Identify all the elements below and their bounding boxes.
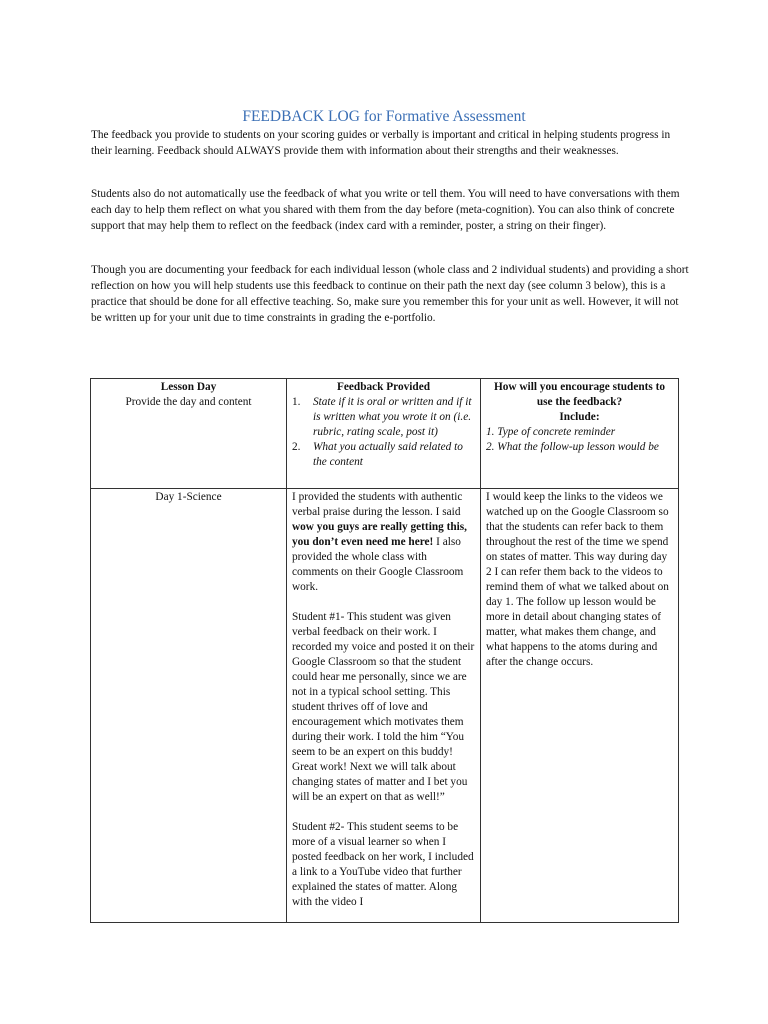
header-feedback-provided (287, 379, 481, 489)
encourage-text: I would keep the links to the videos we watched up on the Google Classroom so that the students can refer back to them throughout the rest of the time we spend on states of matter. This way during day 2 I can refer them back to the videos to remind them of what we talked about on day 1. The follow up lesson would be more in detail about changing states of matter, what makes them change, and what happens to the atoms during and after the change occurs. (486, 491, 669, 668)
header-feedback-item: 2. What you actually said related to the content (292, 441, 463, 468)
feedback-log-table (90, 378, 679, 923)
encourage-cell (481, 489, 679, 923)
feedback-student-1: Student #1- This student was given verbal feedback on their work. I recorded my voice and posted it on their Google Classroom so that the student could hear me personally, since we are not in a typical school setting. This student thrives off of love and encouragement which motivates them during their work. I told the him “You seem to be an expert on this buddy! Great work! Next we will talk about changing states of matter and I bet you will be an expert on that as well!” (292, 611, 475, 803)
header-include-item: 2. What the follow-up lesson would be (486, 441, 659, 453)
header-include-label: Include: (559, 411, 600, 423)
feedback-praise-quote: wow you guys are really getting this, you don’t even need me here! (292, 521, 467, 548)
feedback-student-2: Student #2- This student seems to be more of a visual learner so when I posted feedback on her work, I included a link to a YouTube video that further explained the states of matter. Along with the video I (292, 821, 474, 908)
header-lesson-day-title: Lesson Day (160, 381, 217, 393)
intro-paragraph-2: Students also do not automatically use the feedback of what you write or tell them. You will need to have conversations with them each day to help them reflect on what you shared with them from the day before (meta-cognition). You can also think of concrete support that may help them to reflect on the feedback (index card with a reminder, poster, a string on their finger). (91, 188, 680, 232)
header-encourage (481, 379, 679, 489)
header-feedback-title: Feedback Provided (337, 381, 430, 393)
feedback-whole-class: I provided the students with authentic verbal praise during the lesson. I said wow you guys are really getting this, you don’t even need me here! I also provided the whole class with comments on their Google Classroom work. (292, 491, 467, 593)
feedback-cell (287, 489, 481, 923)
lesson-day-value: Day 1-Science (155, 491, 222, 503)
intro-paragraph-1: The feedback you provide to students on your scoring guides or verbally is important and critical in helping students progress in their learning. Feedback should ALWAYS provide them with information about their strengths and their weaknesses. (91, 129, 671, 157)
header-feedback-item: 1. State if it is oral or written and if it is written what you wrote it on (i.e. rubric, rating scale, post it) (292, 396, 472, 438)
header-lesson-day-subtitle: Provide the day and content (125, 396, 252, 408)
lesson-day-cell (91, 489, 287, 923)
page-title: FEEDBACK LOG for Formative Assessment (242, 108, 526, 125)
table-header-row (91, 379, 679, 489)
header-include-item: 1. Type of concrete reminder (486, 426, 616, 438)
header-feedback-list (292, 395, 475, 470)
table-row (91, 489, 679, 923)
header-encourage-title: How will you encourage students to use the feedback? (493, 381, 666, 408)
intro-paragraph-3: Though you are documenting your feedback for each individual lesson (whole class and 2 individual students) and providing a short reflection on how you will help students use this feedback to continue on their path the next day (see column 3 below), this is a practice that should be done for all effective teaching. So, make sure you remember this for your unit as well. However, it will not be written up for your unit due to time constraints in grading the e-portfolio. (91, 264, 689, 324)
header-lesson-day (91, 379, 287, 489)
